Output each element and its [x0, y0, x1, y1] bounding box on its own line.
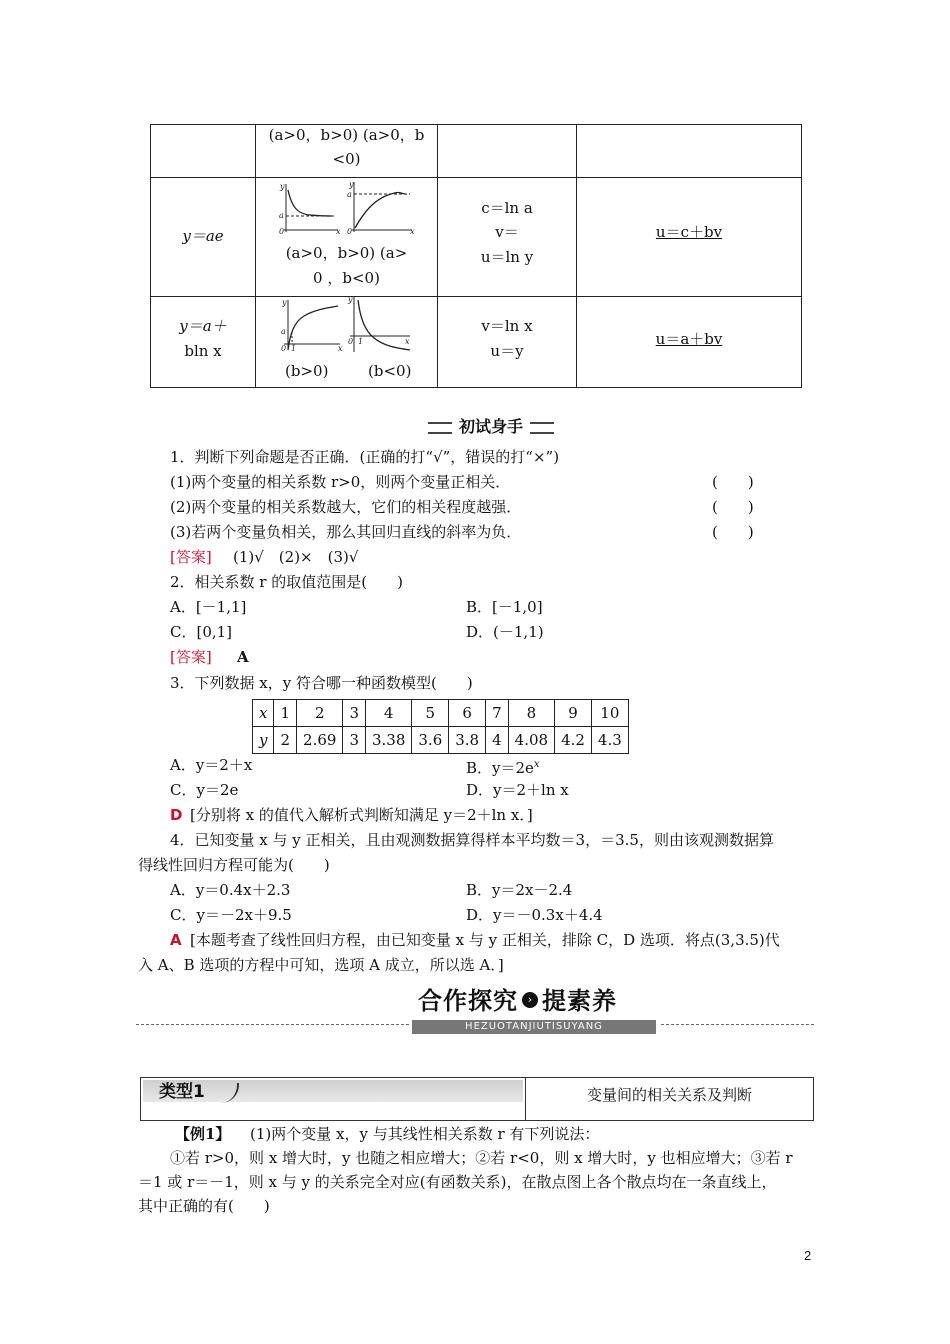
table-cell: 4	[365, 700, 411, 727]
answer-text: A	[237, 648, 249, 666]
option-d: D．y＝2＋ln x	[466, 781, 569, 799]
table-cell: x	[253, 700, 274, 727]
option-a: A．[－1,1]	[170, 598, 247, 616]
axis-label: a	[279, 211, 284, 220]
table-cell: 2	[297, 700, 343, 727]
example-text: ①若 r>0，则 x 增大时，y 也随之相应增大；②若 r<0，则 x 增大时，y 也相应增大；③若 r	[170, 1149, 793, 1167]
axis-label: 0	[348, 337, 354, 346]
answer-letter: A	[170, 931, 182, 949]
table-cell: y	[253, 727, 274, 754]
table-cell	[437, 124, 577, 178]
function-label: y＝a＋	[179, 317, 227, 335]
question-stem: 3．下列数据 x，y 符合哪一种函数模型( )	[170, 674, 473, 692]
option-a: A．y＝0.4x＋2.3	[170, 881, 291, 899]
table-cell: 9	[555, 700, 592, 727]
axis-label: x	[405, 337, 410, 346]
table-cell: 3.38	[365, 727, 411, 754]
type-title: 变量间的相关关系及判断	[525, 1078, 813, 1120]
table-cell: 3.8	[449, 727, 486, 754]
substitution: v＝ln x	[481, 317, 533, 335]
axis-label: y	[349, 180, 354, 189]
answer-tag: [答案]	[170, 648, 212, 666]
section2-pinyin: HEZUOTANJIUTISUYANG	[412, 1020, 656, 1034]
type-tag: 类型1	[159, 1082, 205, 1102]
substitution: u＝ln y	[480, 248, 534, 266]
example-text: 其中正确的有( )	[138, 1197, 270, 1215]
arrow-icon: ›	[522, 992, 538, 1008]
axis-label: a	[347, 190, 352, 199]
table-cell: 8	[508, 700, 554, 727]
substitution: c＝ln a	[481, 199, 533, 217]
axis-label: a	[281, 327, 286, 336]
table-cell	[576, 124, 802, 178]
answer-letter: D	[170, 806, 183, 824]
axis-label: y	[282, 298, 287, 307]
section2-title-b: 提素养	[542, 987, 617, 1015]
question-stem: 4．已知变量 x 与 y 正相关，且由观测数据算得样本平均数＝3，＝3.5，则由该观测数据算	[170, 831, 774, 849]
axis-label: 1	[358, 337, 364, 346]
table-cell: 3	[343, 700, 366, 727]
axis-label: 1	[291, 344, 297, 353]
table-cell: 4	[486, 727, 509, 754]
answer-paren: ( )	[712, 523, 754, 541]
type-box	[140, 1077, 814, 1121]
table-cell: 2	[274, 727, 297, 754]
decay-graph	[284, 184, 338, 232]
axis-label: y	[348, 295, 353, 304]
data-table	[252, 699, 629, 754]
table-cell: 1	[274, 700, 297, 727]
table-cell: 3	[343, 727, 366, 754]
axis-label: 0	[279, 227, 285, 235]
statement: (3)若两个变量负相关，那么其回归直线的斜率为负．	[170, 523, 522, 541]
table-cell: 6	[449, 700, 486, 727]
explanation: [本题考查了线性回归方程，由已知变量 x 与 y 正相关，排除 C，D 选项．将点(3,3.5)代	[190, 931, 780, 949]
substitution: u＝y	[490, 342, 524, 360]
graph-caption: (a>0，b>0) (a>0，b	[268, 126, 425, 144]
option-d: D．y＝－0.3x＋4.4	[466, 906, 603, 924]
question-stem: 得线性回归方程可能为( )	[138, 856, 330, 874]
option-a: A．y＝2＋x	[170, 756, 253, 774]
axis-label: 0	[347, 227, 353, 235]
axis-label: x	[338, 344, 343, 353]
axis-label: x	[410, 227, 415, 235]
graph-caption: <0)	[332, 150, 361, 168]
graph-caption: (b<0)	[368, 362, 412, 380]
graph-caption: (b>0)	[285, 362, 329, 380]
table-cell: 2.69	[297, 727, 343, 754]
table-cell: 5	[412, 700, 449, 727]
table-cell: 7	[486, 700, 509, 727]
table-cell: 10	[591, 700, 628, 727]
section-banner	[428, 416, 554, 438]
table-cell	[150, 124, 256, 178]
function-label: y＝ae	[182, 227, 224, 245]
table-cell: 3.6	[412, 727, 449, 754]
linear-form: u＝c＋bv	[655, 223, 723, 241]
table-row	[253, 700, 629, 727]
exponential-graphs	[276, 180, 421, 235]
linear-form: u＝a＋bv	[655, 330, 723, 348]
page-number: 2	[804, 1248, 812, 1263]
explanation: 入 A、B 选项的方程中可知，选项 A 成立，所以选 A．]	[138, 956, 504, 974]
example-tag: 【例1】	[175, 1125, 231, 1143]
option-c: C．[0,1]	[170, 623, 233, 641]
option-b: B．[－1,0]	[466, 598, 543, 616]
function-label: bln x	[184, 342, 222, 360]
axis-label: y	[280, 182, 285, 191]
table-cell: 4.2	[555, 727, 592, 754]
example-text: (1)两个变量 x，y 与其线性相关系数 r 有下列说法：	[250, 1125, 600, 1143]
axis-label: x	[336, 227, 341, 235]
option-b: B．y＝2x－2.4	[466, 881, 573, 899]
section2-title-a: 合作探究	[418, 987, 518, 1015]
answer-text: (1)√ (2)× (3)√	[233, 548, 359, 566]
log-increasing-graph	[284, 300, 340, 350]
answer-tag: [答案]	[170, 548, 212, 566]
table-cell: 4.3	[591, 727, 628, 754]
substitution: v＝	[495, 223, 519, 241]
graph-caption: (a>0，b>0) (a>	[285, 244, 408, 262]
option-d: D．(－1,1)	[466, 623, 544, 641]
banner-title: 初试身手	[458, 417, 523, 436]
answer-paren: ( )	[712, 498, 754, 516]
log-graphs	[278, 294, 413, 356]
question-stem: 1．判断下列命题是否正确．(正确的打“√”，错误的打“×”)	[170, 448, 560, 466]
option-c: C．y＝－2x＋9.5	[170, 906, 292, 924]
table-row	[253, 727, 629, 754]
growth-graph	[352, 182, 412, 232]
graph-caption: 0 ，b<0)	[313, 269, 380, 287]
explanation: [分别将 x 的值代入解析式判断知满足 y＝2＋ln x．]	[190, 806, 533, 824]
answer-paren: ( )	[712, 473, 754, 491]
question-stem: 2．相关系数 r 的取值范围是( )	[170, 573, 403, 591]
example-text: ＝1 或 r＝－1，则 x 与 y 的关系完全对应(有函数关系)，在散点图上各个散点均在一条直线上，	[138, 1173, 777, 1191]
option-c: C．y＝2e	[170, 781, 239, 799]
table-cell: 4.08	[508, 727, 554, 754]
section2-header	[410, 984, 660, 1038]
axis-label: 0	[281, 344, 287, 353]
statement: (1)两个变量的相关系数 r>0，则两个变量正相关．	[170, 473, 511, 491]
statement: (2)两个变量的相关系数越大，它们的相关程度越强．	[170, 498, 522, 516]
option-b: B．$y=2e^x$	[466, 759, 540, 777]
